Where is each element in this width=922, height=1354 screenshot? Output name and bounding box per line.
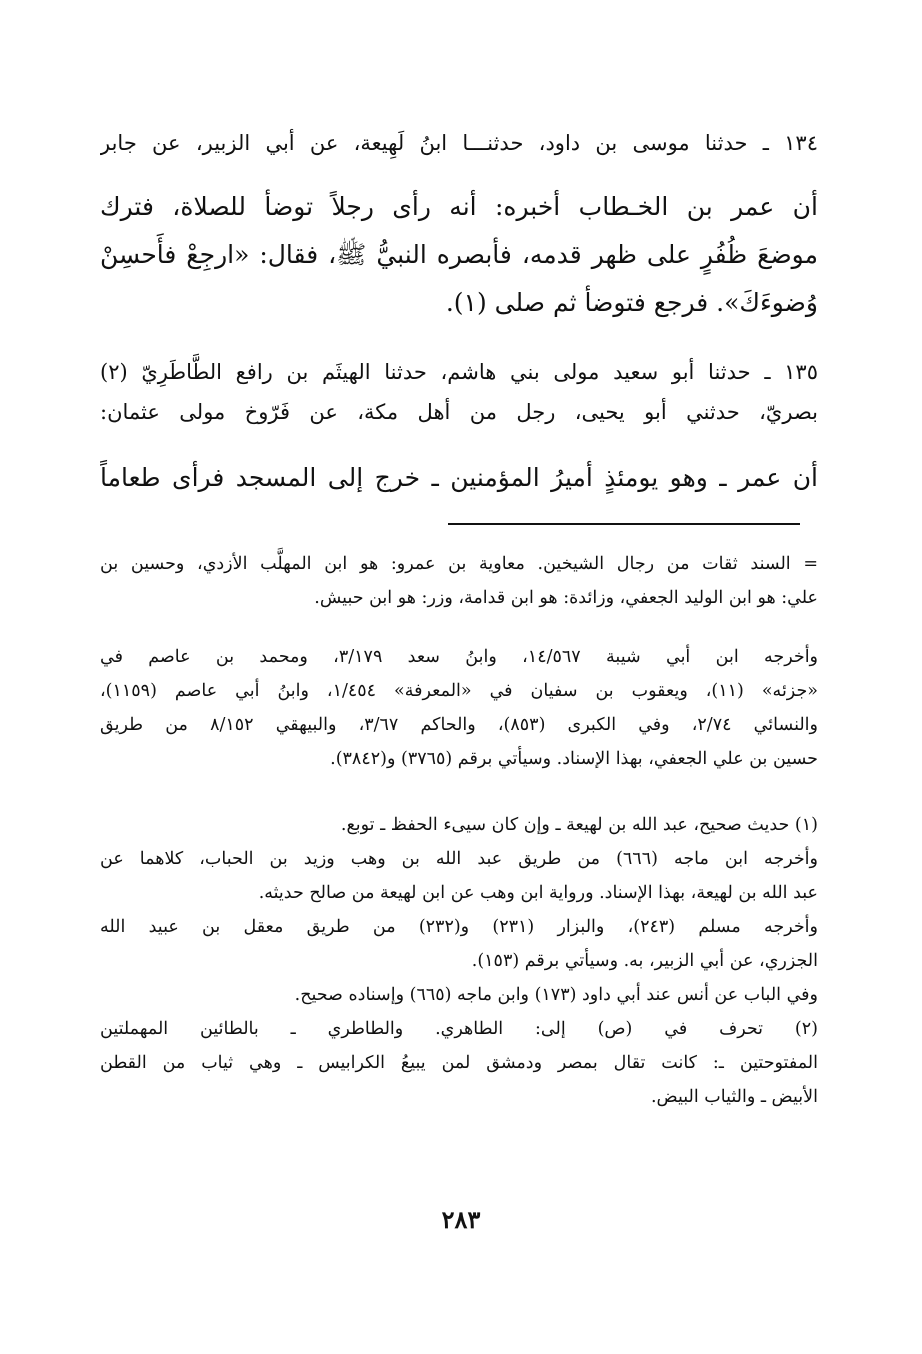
footnote-line: «جزئه» (١١)، ويعقوب بن سفيان في «المعرفة» ١/٤٥٤، وابنُ أبي عاصم (١١٥٩)، bbox=[100, 681, 818, 701]
text-line: وُضوءَكَ». فرجع فتوضأ ثم صلى (١). bbox=[445, 288, 818, 317]
hadith-135-isnad bbox=[100, 352, 818, 432]
text-line: أن عمر ـ وهو يومئذٍ أميرُ المؤمنين ـ خرج إلى المسجد فرأى طعاماً bbox=[100, 463, 818, 492]
footnote-line: الأبيض ـ والثياب البيض. bbox=[650, 1087, 818, 1107]
footnote-line: وأخرجه مسلم (٢٤٣)، والبزار (٢٣١) و(٢٣٢) من طريق معقل بن عبيد الله bbox=[100, 917, 818, 937]
text-line: ١٣٤ ـ حدثنا موسى بن داود، حدثنـــا ابنُ لَهِيعة، عن أبي الزبير، عن جابر bbox=[100, 131, 818, 155]
text-line: بصريّ، حدثني أبو يحيى، رجل من أهل مكة، عن فَرّوخ مولى عثمان: bbox=[100, 400, 818, 424]
hadith-134-matn bbox=[100, 183, 818, 327]
footnote-line: حسين بن علي الجعفي، بهذا الإسناد. وسيأتي برقم (٣٧٦٥) و(٣٨٤٢). bbox=[330, 749, 818, 769]
footnote-line: المفتوحتين ـ: كانت تقال بمصر ودمشق لمن يبيعُ الكرابيس ـ وهي ثياب من القطن bbox=[100, 1053, 818, 1073]
hadith-134-isnad bbox=[100, 123, 818, 163]
footnote-line: (١) حديث صحيح، عبد الله بن لهيعة ـ وإن كان سيىء الحفظ ـ توبع. bbox=[340, 815, 818, 835]
footnote-line: والنسائي ٢/٧٤، وفي الكبرى (٨٥٣)، والحاكم ٣/٦٧، والبيهقي ٨/١٥٢ من طريق bbox=[100, 715, 818, 735]
footnote-line: وأخرجه ابن ماجه (٦٦٦) من طريق عبد الله بن وهب وزيد بن الحباب، كلاهما عن bbox=[100, 849, 818, 869]
footnote-line: وفي الباب عن أنس عند أبي داود (١٧٣) وابن ماجه (٦٦٥) وإسناده صحيح. bbox=[294, 985, 818, 1005]
text-line: أن عمر بن الخـطاب أخبره: أنه رأى رجلاً توضأ للصلاة، فترك bbox=[100, 192, 818, 221]
footnotes bbox=[100, 640, 818, 776]
footnote-line: علي: هو ابن الوليد الجعفي، وزائدة: هو ابن قدامة، وزر: هو ابن حبيش. bbox=[314, 588, 818, 608]
hadith-135-matn bbox=[100, 454, 818, 502]
footnote-line: (٢) تحرف في (ص) إلى: الطاهري. والطاطري ـ بالطائين المهملتين bbox=[100, 1019, 818, 1039]
footnote-line: = السند ثقات من رجال الشيخين. معاوية بن عمرو: هو ابن المهلَّب الأزدي، وحسين بن bbox=[100, 554, 818, 574]
footnotes bbox=[100, 808, 818, 1114]
text-line: موضعَ ظُفُرٍ على ظهر قدمه، فأبصره النبيُّ ﷺ، فقال: «ارجِعْ فأَحسِنْ bbox=[100, 240, 818, 269]
footnote-line: الجزري، عن أبي الزبير، به. وسيأتي برقم (١٥٣). bbox=[471, 951, 818, 971]
page-number: ٢٨٣ bbox=[441, 1205, 481, 1234]
text-line: ١٣٥ ـ حدثنا أبو سعيد مولى بني هاشم، حدثنا الهيثَم بن رافع الطَّاطَرِيّ (٢) bbox=[100, 360, 818, 384]
footnote-separator bbox=[448, 523, 800, 525]
footnote-line: عبد الله بن لهيعة، بهذا الإسناد. ورواية ابن وهب عن ابن لهيعة من صالح حديثه. bbox=[258, 883, 818, 903]
footnote-line: وأخرجه ابن أبي شيبة ١٤/٥٦٧، وابنُ سعد ٣/١٧٩، ومحمد بن عاصم في bbox=[100, 647, 818, 667]
footnotes bbox=[100, 547, 818, 615]
